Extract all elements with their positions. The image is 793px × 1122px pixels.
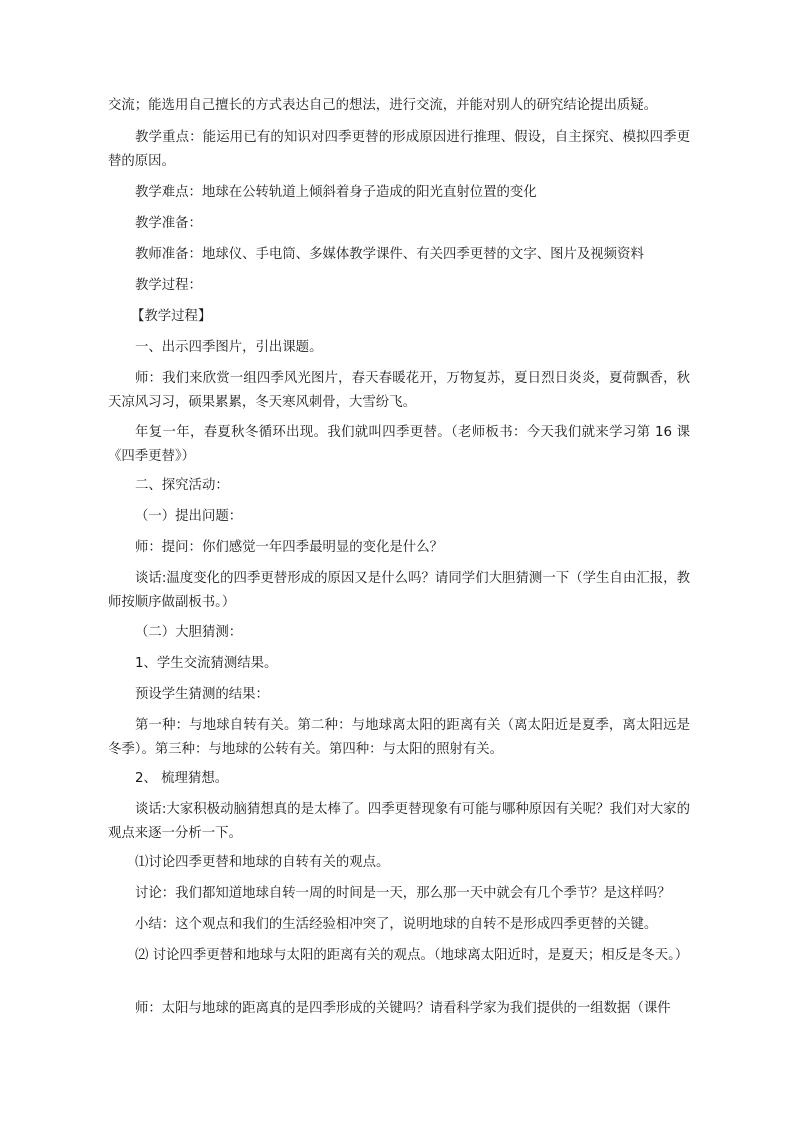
paragraph-teacher-distance: 师：太阳与地球的距离真的是四季形成的关键吗？请看科学家为我们提供的一组数据（课件 — [135, 1001, 671, 1016]
paragraph-sort-guesses: 2、 梳理猜想。 — [135, 771, 229, 786]
paragraph-teaching-difficulty: 教学难点：地球在公转轨道上倾斜着身子造成的阳光直射位置的变化 — [135, 185, 537, 200]
paragraph-teaching-process: 教学过程： — [135, 278, 202, 293]
paragraph-talk-temperature: 谈话:温度变化的四季更替形成的原因又是什么吗？请同学们大胆猜测一下（学生自由汇报，教师按顺序做副板书。） — [108, 571, 690, 610]
paragraph-subsection-one: （一）提出问题： — [135, 509, 243, 524]
paragraph-summary: 小结：这个观点和我们的生活经验相冲突了，说明地球的自转不是形成四季更替的关键。 — [135, 917, 658, 932]
paragraph-step-one: 一、出示四季图片，引出课题。 — [135, 340, 323, 355]
paragraph-teacher-question: 师：提问：你们感觉一年四季最明显的变化是什么？ — [135, 540, 443, 555]
paragraph-step-two: 二、探究活动： — [135, 478, 229, 493]
paragraph-four-guesses: 第一种：与地球自转有关。第二种：与地球离太阳的距离有关（离太阳近是夏季，离太阳远是冬季）。第三种：与地球的公转有关。第四种：与太阳的照射有关。 — [108, 718, 690, 757]
section-heading-teaching-process: 【教学过程】 — [131, 309, 212, 324]
paragraph-discuss-distance: ⑵ 讨论四季更替和地球与太阳的距离有关的观点。（地球离太阳近时，是夏天；相反是冬天。） — [135, 948, 689, 963]
paragraph-teaching-key-points: 教学重点：能运用已有的知识对四季更替的形成原因进行推理、假设，自主探究、模拟四季更替的原因。 — [108, 130, 690, 169]
paragraph-student-exchange: 1、学生交流猜测结果。 — [135, 656, 278, 671]
paragraph-discussion: 讨论：我们都知道地球自转一周的时间是一天，那么那一天中就会有几个季节？是这样吗？ — [135, 886, 671, 901]
paragraph-expected-results: 预设学生猜测的结果： — [135, 687, 269, 702]
paragraph-discuss-rotation: ⑴讨论四季更替和地球的自转有关的观点。 — [135, 855, 390, 870]
paragraph-talk-analysis: 谈话:大家积极动脑猜想真的是太棒了。四季更替现象有可能与哪种原因有关呢？我们对大家的观点来逐一分析一下。 — [108, 802, 690, 841]
paragraph-subsection-two: （二）大胆猜测： — [135, 625, 243, 640]
paragraph-teacher-preparation: 教师准备：地球仪、手电筒、多媒体教学课件、有关四季更替的文字、图片及视频资料 — [135, 247, 644, 262]
paragraph-teacher-seasons: 师：我们来欣赏一组四季风光图片，春天春暖花开，万物复苏，夏日烈日炎炎，夏荷飘香，秋天凉风习习，硕果累累，冬天寒风刺骨，大雪纷飞。 — [108, 371, 690, 410]
paragraph-teaching-preparation: 教学准备： — [135, 216, 202, 231]
paragraph-year-cycle: 年复一年，春夏秋冬循环出现。我们就叫四季更替。（老师板书：今天我们就来学习第 16 课《四季更替》） — [108, 425, 690, 464]
paragraph-intro-continuation: 交流；能选用自己擅长的方式表达自己的想法，进行交流，并能对别人的研究结论提出质疑。 — [108, 98, 658, 113]
